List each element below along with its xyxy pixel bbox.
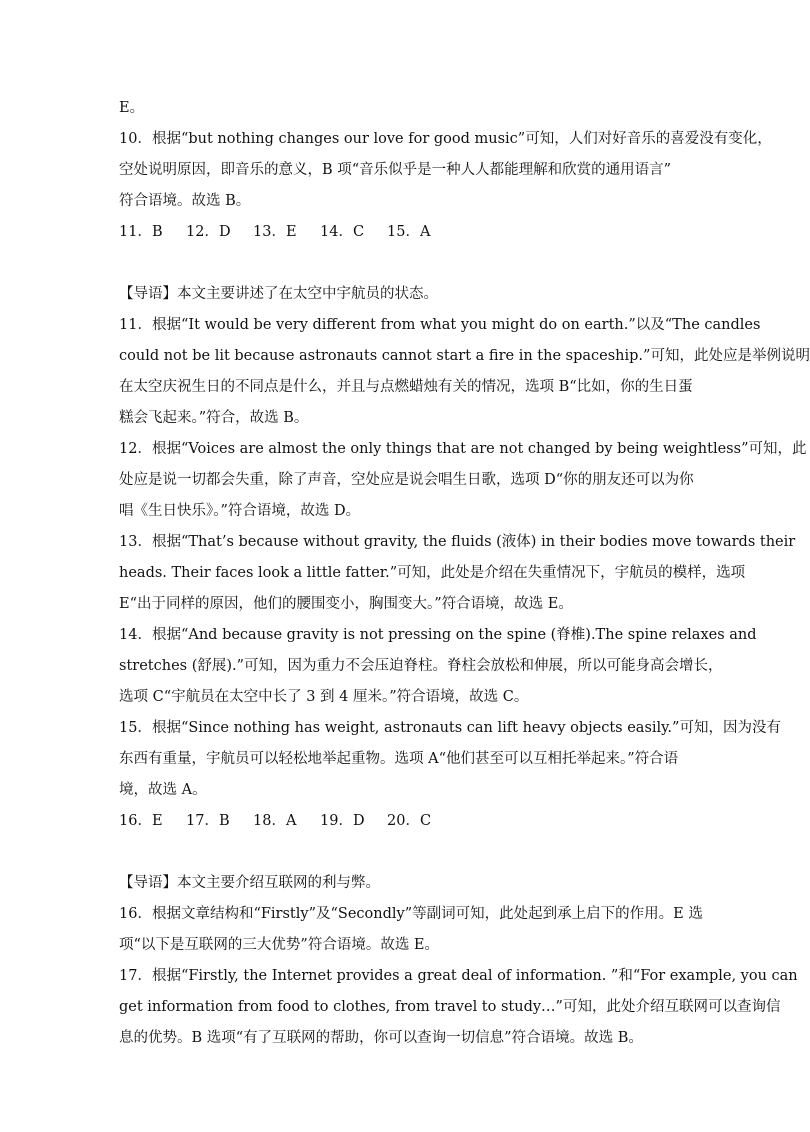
text-line: 息的优势。B 选项“有了互联网的帮助，你可以查询一切信息”符合语境。故选 B。 xyxy=(119,1030,643,1046)
answer-17: 17．B xyxy=(186,813,230,829)
text-line: 境，故选 A。 xyxy=(119,782,207,798)
answer-row xyxy=(119,217,690,248)
text-line: 12．根据“Voices are almost the only things that are not changed by being weightless”可知，此 xyxy=(119,441,807,457)
text-line: 空处说明原因，即音乐的意义，B 项“音乐似乎是一种人人都能理解和欣赏的通用语言” xyxy=(119,162,672,178)
text-line: 13．根据“That’s because without gravity, the fluids (液体) in their bodies move towards their xyxy=(119,534,796,550)
text-line: E。 xyxy=(119,100,145,116)
text-line: 14．根据“And because gravity is not pressing on the spine (脊椎).The spine relaxes and xyxy=(119,627,757,643)
text-line: get information from food to clothes, from travel to study…”可知，此处介绍互联网可以查询信 xyxy=(119,999,781,1015)
answer-20: 20．C xyxy=(387,813,432,829)
text-line: 糕会飞起来。”符合，故选 B。 xyxy=(119,410,309,426)
text-line: 15．根据“Since nothing has weight, astronauts can lift heavy objects easily.”可知，因为没有 xyxy=(119,720,781,736)
section-intro: 【导语】本文主要介绍互联网的利与弊。 xyxy=(119,875,380,891)
answer-16: 16．E xyxy=(119,813,163,829)
answer-11: 11．B xyxy=(119,224,163,240)
text-line: 17．根据“Firstly, the Internet provides a great deal of information. ”和“For example, you can xyxy=(119,968,798,984)
text-line: could not be lit because astronauts cannot start a fire in the spaceship.”可知，此处应是举例说明 xyxy=(119,348,810,364)
text-line: 东西有重量，宇航员可以轻松地举起重物。选项 A“他们甚至可以互相托举起来。”符合语 xyxy=(119,751,679,767)
text-line: 在太空庆祝生日的不同点是什么，并且与点燃蜡烛有关的情况，选项 B“比如，你的生日蛋 xyxy=(119,379,693,395)
answer-14: 14．C xyxy=(320,224,365,240)
answer-row xyxy=(119,806,690,837)
section-intro: 【导语】本文主要讲述了在太空中宇航员的状态。 xyxy=(119,286,438,302)
text-line: 16．根据文章结构和“Firstly”及“Secondly”等副词可知，此处起到承上启下的作用。E 选 xyxy=(119,906,703,922)
answer-19: 19．D xyxy=(320,813,365,829)
answer-12: 12．D xyxy=(186,224,231,240)
text-line: 符合语境。故选 B。 xyxy=(119,193,251,209)
text-line: 选项 C“宇航员在太空中长了 3 到 4 厘米。”符合语境，故选 C。 xyxy=(119,689,529,705)
answer-18: 18．A xyxy=(253,813,297,829)
text-line: E“出于同样的原因，他们的腰围变小，胸围变大。”符合语境，故选 E。 xyxy=(119,596,573,612)
text-line: stretches (舒展).”可知，因为重力不会压迫脊柱。脊柱会放松和伸展，所以可能身高会增长， xyxy=(119,658,723,674)
text-line: heads. Their faces look a little fatter.”可知，此处是介绍在失重情况下，宇航员的模样，选项 xyxy=(119,565,746,581)
answer-13: 13．E xyxy=(253,224,297,240)
text-line: 项“以下是互联网的三大优势”符合语境。故选 E。 xyxy=(119,937,440,953)
answer-15: 15．A xyxy=(387,224,431,240)
spacer xyxy=(119,837,690,868)
text-line: 处应是说一切都会失重，除了声音，空处应是说会唱生日歌，选项 D“你的朋友还可以为你 xyxy=(119,472,694,488)
text-line: 唱《生日快乐》。”符合语境，故选 D。 xyxy=(119,503,361,519)
spacer xyxy=(119,248,690,279)
text-line: 10．根据“but nothing changes our love for good music”可知，人们对好音乐的喜爱没有变化， xyxy=(119,131,772,147)
text-line: 11．根据“It would be very different from what you might do on earth.”以及“The candles xyxy=(119,317,761,333)
